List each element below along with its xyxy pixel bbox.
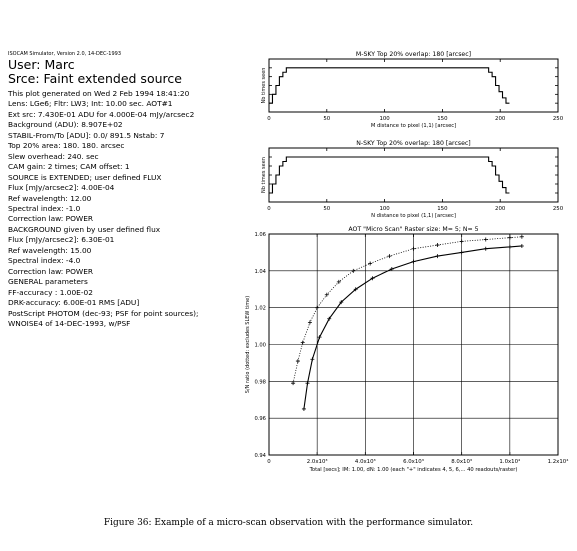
info-line: Ref wavelength: 15.00 (8, 245, 92, 255)
sn-ratio-y-tick-label: 1.00 (254, 342, 266, 349)
info-line: Correction law: POWER (8, 266, 94, 276)
sn-ratio-y-tick-label: 0.96 (254, 416, 266, 423)
info-line: Spectral index: -1.0 (8, 203, 81, 213)
sn-ratio-y-axis-label: S/N ratio (dotted: excludes SLEW time) (245, 295, 251, 394)
m-sky-y-axis-label: Nb times seen (261, 67, 267, 104)
sn-ratio-plus-marker (325, 293, 329, 297)
n-sky-series-line-step (269, 157, 509, 193)
sn-ratio-plus-marker (306, 381, 310, 385)
sn-ratio-plus-marker (339, 300, 343, 304)
sn-ratio-y-tick-label: 1.02 (254, 305, 266, 312)
sn-ratio-plus-marker (310, 357, 314, 361)
sn-ratio-x-axis-label: Total [secs]; IM: 1.00, dN: 1.00 (each "+" indicates 4, 5, 6,... 40 readouts/raster) (309, 467, 518, 473)
info-line: STABIL-From/To [ADU]: 0.0/ 891.5 Nstab: 7 (8, 130, 165, 140)
sn-ratio-x-tick-label: 1.2x10⁴ (547, 459, 569, 465)
n-sky-x-axis-label: N distance to pixel (1,1) [arcsec] (371, 213, 456, 219)
info-line: PostScript PHOTOM (dec-93; PSF for point sources); (8, 308, 199, 318)
source-line: Srce: Faint extended source (8, 71, 182, 86)
sn-ratio-plus-marker (484, 247, 488, 251)
m-sky-plot-frame (269, 59, 558, 112)
sn-ratio-title: AOT "Micro Scan" Raster size: M= 5; N= 5 (348, 226, 479, 233)
info-line: Slew overhead: 240. sec (8, 151, 99, 161)
info-line: GENERAL parameters (8, 277, 88, 287)
m-sky-series-line-step (269, 68, 509, 103)
sn-ratio-plus-marker (436, 243, 440, 247)
sn-ratio-plus-marker (318, 335, 322, 339)
sn-ratio-plus-marker (412, 247, 416, 251)
info-line: Flux [mJy/arcsec2]: 6.30E-01 (8, 235, 115, 245)
n-sky-x-tick-label: 100 (379, 206, 390, 212)
sn-ratio-chart (245, 226, 568, 473)
sn-ratio-plus-marker (354, 287, 358, 291)
sn-ratio-plus-marker (412, 260, 416, 264)
info-line: Correction law: POWER (8, 214, 94, 224)
m-sky-title: M-SKY Top 20% overlap: 180 [arcsec] (355, 51, 472, 58)
info-line: This plot generated on Wed 2 Feb 1994 18:41:20 (8, 89, 190, 98)
sn-ratio-series-line-solid (304, 246, 522, 409)
info-line: FF-accuracy : 1.00E-02 (8, 287, 93, 297)
sn-ratio-series-line-dotted (293, 237, 522, 383)
figure-caption: Figure 36: Example of a micro-scan observation with the performance simulator. (103, 518, 474, 528)
version-line: ISOCAM Simulator, Version 2.0, 14-DEC-1993 (8, 51, 122, 57)
info-line: Lens: LGe6; Fltr: LW3; Int: 10.00 sec. AOT#1 (8, 99, 173, 109)
sn-ratio-plus-marker (508, 236, 512, 240)
m-sky-x-tick-label: 250 (552, 116, 564, 122)
sn-ratio-plus-marker (484, 238, 488, 242)
info-line: Ref wavelength: 12.00 (8, 193, 92, 203)
parameter-list (8, 89, 270, 329)
sn-ratio-plus-marker (315, 306, 319, 310)
m-sky-x-tick-label: 100 (379, 116, 390, 122)
m-sky-x-tick-label: 50 (323, 116, 331, 122)
sn-ratio-y-tick-label: 1.04 (254, 268, 266, 275)
info-line: Top 20% area: 180. 180. arcsec (8, 141, 125, 151)
sn-ratio-plus-marker (351, 269, 355, 273)
sn-ratio-x-tick-label: 6.0x10³ (403, 459, 424, 465)
n-sky-x-tick-label: 0 (267, 206, 271, 212)
sn-ratio-plus-marker (296, 359, 300, 363)
sn-ratio-plus-marker (460, 250, 464, 254)
m-sky-x-tick-label: 200 (495, 116, 506, 122)
info-line: CAM gain: 2 times; CAM offset: 1 (8, 162, 130, 172)
n-sky-x-tick-label: 150 (437, 206, 448, 212)
sn-ratio-plus-marker (291, 381, 295, 385)
sn-ratio-plus-marker (508, 245, 512, 249)
n-sky-x-tick-label: 200 (495, 206, 506, 212)
sn-ratio-x-tick-label: 4.0x10³ (354, 459, 376, 465)
sn-ratio-plus-marker (520, 244, 524, 248)
n-sky-chart (261, 140, 564, 219)
m-sky-x-tick-label: 0 (267, 116, 271, 122)
info-line: DRK-accuracy: 6.00E-01 RMS [ADU] (8, 298, 140, 308)
sn-ratio-plus-marker (520, 235, 524, 239)
sn-ratio-plus-marker (327, 317, 331, 321)
m-sky-x-tick-label: 150 (437, 116, 448, 122)
n-sky-title: N-SKY Top 20% overlap: 180 [arcsec] (356, 140, 471, 147)
info-line: SOURCE is EXTENDED; user defined FLUX (8, 172, 162, 182)
sn-ratio-plus-marker (368, 261, 372, 265)
sn-ratio-plus-marker (308, 320, 312, 324)
sn-ratio-x-tick-label: 2.0x10³ (306, 459, 328, 465)
info-line: Spectral index: -4.0 (8, 256, 81, 266)
sn-ratio-plus-marker (460, 239, 464, 243)
sn-ratio-y-tick-label: 0.94 (254, 453, 266, 459)
sn-ratio-plus-marker (337, 280, 341, 284)
n-sky-plot-frame (269, 148, 558, 202)
m-sky-x-axis-label: M distance to pixel (1,1) [arcsec] (370, 123, 457, 129)
sn-ratio-y-tick-label: 0.98 (254, 379, 266, 386)
m-sky-chart (261, 51, 564, 129)
info-line: Flux [mJy/arcsec2]: 4.00E-04 (8, 183, 115, 193)
info-line: Background (ADU): 8.907E+02 (8, 120, 123, 130)
sn-ratio-x-tick-label: 8.0x10³ (451, 459, 473, 465)
info-line: BACKGROUND given by user defined flux (8, 224, 161, 234)
sn-ratio-plus-marker (390, 267, 394, 271)
sn-ratio-plus-marker (436, 254, 440, 258)
n-sky-y-axis-label: Nb times seen (261, 157, 267, 193)
info-panel (8, 50, 270, 329)
info-line: WNOISE4 of 14-DEC-1993, w/PSF (8, 318, 131, 328)
sn-ratio-x-tick-label: 0 (267, 459, 271, 465)
sn-ratio-y-tick-label: 1.06 (254, 232, 266, 238)
n-sky-x-tick-label: 250 (552, 206, 564, 212)
sn-ratio-plus-marker (301, 341, 305, 345)
sn-ratio-plus-marker (302, 407, 306, 411)
info-line: Ext src: 7.430E-01 ADU for 4.000E-04 mJy/arcsec2 (8, 109, 195, 119)
sn-ratio-plus-marker (387, 254, 391, 258)
sn-ratio-plot-frame (269, 234, 558, 455)
sn-ratio-x-tick-label: 1.0x10⁴ (499, 459, 521, 465)
sn-ratio-plus-marker (371, 276, 375, 280)
user-line: User: Marc (8, 57, 75, 72)
n-sky-x-tick-label: 50 (323, 206, 331, 212)
